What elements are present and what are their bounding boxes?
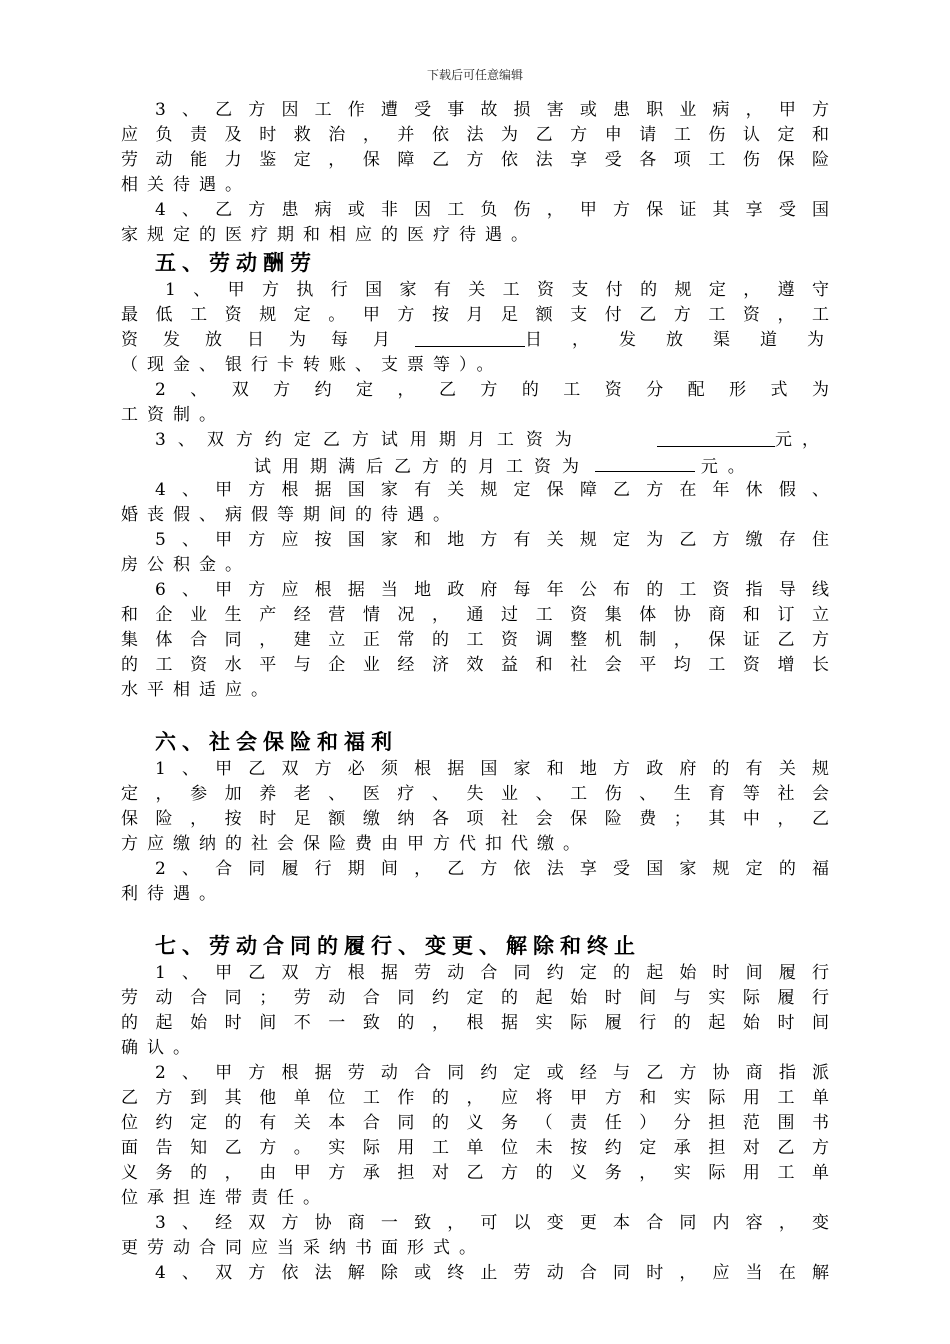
paragraph-line: 4、双方依法解除或终止劳动合同时，应当在解	[155, 1263, 829, 1283]
paragraph-line: 3、乙方因工作遭受事故损害或患职业病，甲方	[155, 100, 829, 120]
paragraph-line: 4、甲方根据国家有关规定保障乙方在年休假、	[155, 480, 829, 500]
section-heading-7: 七、劳动合同的履行、变更、解除和终止	[155, 934, 641, 958]
paragraph-line: 利待遇。	[121, 884, 225, 904]
paragraph-line: 婚丧假、病假等期间的待遇。	[121, 505, 459, 525]
paragraph-line: 和企业生产经营情况，通过工资集体协商和订立	[121, 605, 829, 625]
page-header-note: 下载后可任意编辑	[426, 68, 523, 82]
paragraph-line: 义务的，由甲方承担对乙方的义务，实际用工单	[121, 1163, 829, 1183]
paragraph-line: 面告知乙方。实际用工单位未按约定承担对乙方	[121, 1138, 829, 1158]
regular-wage-suffix: 元。	[700, 457, 755, 477]
paragraph-line: 工资制。	[121, 405, 225, 425]
paragraph-line: 1、甲乙双方根据劳动合同约定的起始时间履行	[155, 963, 829, 983]
paragraph-line: 6、甲方应根据当地政府每年公布的工资指导线	[155, 580, 829, 600]
pay-day-prefix: 资发放日为每月	[121, 330, 415, 350]
paragraph-line: 位约定的有关本合同的义务（责任）分担范围书	[121, 1113, 829, 1133]
paragraph-line: 房公积金。	[121, 555, 251, 575]
regular-wage-prefix: 试用期满后乙方的月工资为	[254, 457, 590, 477]
pay-day-suffix: 日，发放渠道为	[525, 330, 854, 350]
paragraph-line: 2、双方约定，乙方的工资分配形式为	[155, 380, 829, 400]
paragraph-line: 确认。	[121, 1038, 199, 1058]
section-gap	[121, 907, 829, 931]
paragraph-line: 劳动合同；劳动合同约定的起始时间与实际履行	[121, 988, 829, 1008]
paragraph-line: 更劳动合同应当采纳书面形式。	[121, 1238, 485, 1258]
paragraph-line: 1、甲方执行国家有关工资支付的规定，遵守	[165, 280, 829, 300]
paragraph-line: 2、合同履行期间，乙方依法享受国家规定的福	[155, 859, 829, 879]
probation-wage-blank[interactable]	[657, 428, 775, 447]
probation-wage-prefix: 3、双方约定乙方试用期月工资为	[155, 430, 584, 450]
paragraph-line: 家规定的医疗期和相应的医疗待遇。	[121, 225, 537, 245]
section-heading-5: 五、劳动酬劳	[155, 251, 317, 275]
paragraph-line: 劳动能力鉴定，保障乙方依法享受各项工伤保险	[121, 150, 829, 170]
paragraph-line-with-blank	[121, 453, 829, 478]
paragraph-line-with-blank	[121, 428, 829, 453]
paragraph-line: （现金、银行卡转账、支票等）。	[121, 355, 503, 375]
section-gap	[121, 703, 829, 727]
paragraph-line: 的起始时间不一致的，根据实际履行的起始时间	[121, 1013, 829, 1033]
paragraph-line: 最低工资规定。甲方按月足额支付乙方工资，工	[121, 305, 829, 325]
probation-wage-suffix: 元，	[775, 430, 829, 450]
paragraph-line: 的工资水平与企业经济效益和社会平均工资增长	[121, 655, 829, 675]
paragraph-line: 定，参加养老、医疗、失业、工伤、生育等社会	[121, 784, 829, 804]
pay-day-blank[interactable]	[415, 328, 525, 347]
paragraph-line: 相关待遇。	[121, 175, 251, 195]
regular-wage-blank[interactable]	[595, 453, 695, 472]
paragraph-line: 方应缴纳的社会保险费由甲方代扣代缴。	[121, 834, 589, 854]
paragraph-line: 1、甲乙双方必须根据国家和地方政府的有关规	[155, 759, 829, 779]
paragraph-line: 乙方到其他单位工作的，应将甲方和实际用工单	[121, 1088, 829, 1108]
paragraph-line: 2、甲方根据劳动合同约定或经与乙方协商指派	[155, 1063, 829, 1083]
paragraph-line: 水平相适应。	[121, 680, 277, 700]
paragraph-line: 5、甲方应按国家和地方有关规定为乙方缴存住	[155, 530, 829, 550]
paragraph-line: 保险，按时足额缴纳各项社会保险费；其中，乙	[121, 809, 829, 829]
paragraph-line: 4、乙方患病或非因工负伤，甲方保证其享受国	[155, 200, 829, 220]
document-body	[121, 98, 854, 1286]
paragraph-line: 3、经双方协商一致，可以变更本合同内容，变	[155, 1213, 829, 1233]
section-heading-6: 六、社会保险和福利	[155, 730, 398, 754]
paragraph-line-with-blank	[121, 328, 854, 353]
paragraph-line: 位承担连带责任。	[121, 1188, 329, 1208]
paragraph-line: 集体合同，建立正常的工资调整机制，保证乙方	[121, 630, 829, 650]
paragraph-line: 应负责及时救治，并依法为乙方申请工伤认定和	[121, 125, 829, 145]
